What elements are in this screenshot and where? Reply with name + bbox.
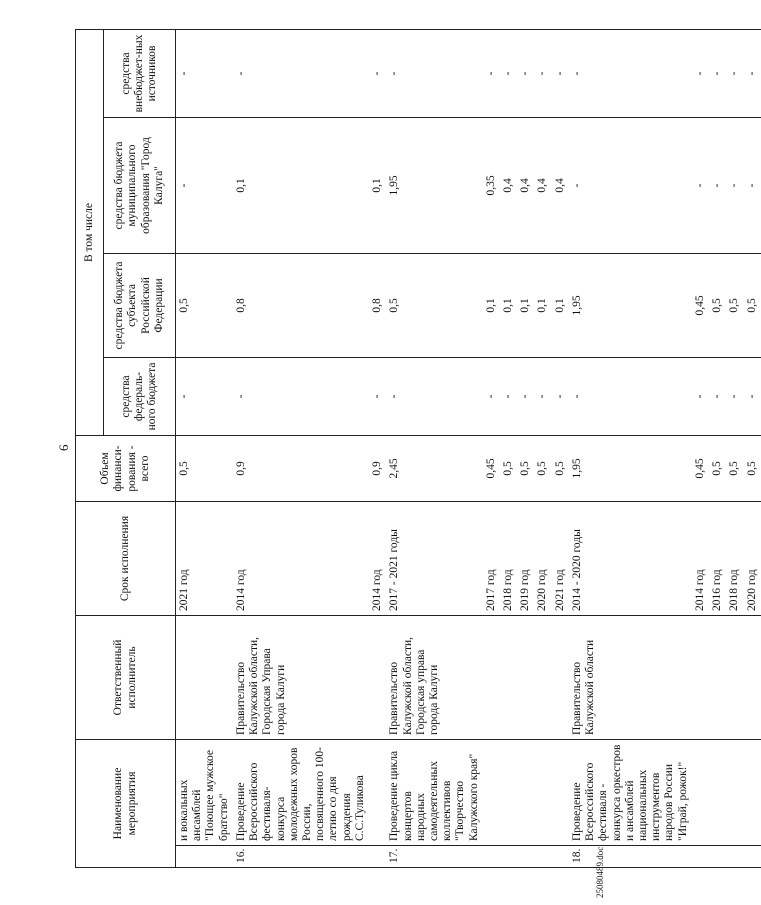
cell-term: 2020 год [534,501,551,615]
cell-federal: - [709,357,726,435]
cell-federal: - [483,357,500,435]
cell-federal: - [692,357,709,435]
table-row [176,29,233,867]
table-row [552,29,569,867]
cell-municipal: 0,4 [534,117,551,253]
cell-executor [500,615,517,739]
cell-extra: - [709,29,726,117]
cell-municipal: 0,4 [552,117,569,253]
cell-term: 2014 год [369,501,386,615]
table-row [500,29,517,867]
cell-extra: - [517,29,534,117]
cell-num [744,846,761,868]
cell-federal: - [534,357,551,435]
cell-num [534,846,551,868]
cell-num [176,846,233,868]
cell-municipal: 0,1 [233,117,369,253]
table-row [386,29,483,867]
cell-name: Проведение цикла концертов народных самодеятельных коллективов "Творчество Калужского края" [386,739,483,845]
cell-extra: - [692,29,709,117]
cell-term: 2014 - 2020 годы [569,501,692,615]
cell-name [500,739,517,845]
header-executor: Ответственный исполнитель [76,615,176,739]
cell-federal: - [726,357,743,435]
rotated-table-wrapper [75,30,758,868]
cell-volume: 0,5 [726,435,743,501]
cell-name [692,739,709,845]
cell-municipal: 0,4 [500,117,517,253]
cell-num [500,846,517,868]
cell-municipal: 1,95 [386,117,483,253]
cell-federal: - [569,357,692,435]
cell-term: 2014 год [233,501,369,615]
cell-regional: 0,5 [744,253,761,357]
cell-municipal: - [176,117,233,253]
table-row [692,29,709,867]
table-row [233,29,369,867]
cell-executor [552,615,569,739]
cell-term: 2018 год [500,501,517,615]
cell-federal: - [386,357,483,435]
cell-term: 2019 год [517,501,534,615]
table-row [483,29,500,867]
cell-volume: 0,45 [483,435,500,501]
cell-executor [744,615,761,739]
cell-municipal: - [726,117,743,253]
funding-table [75,29,761,868]
cell-executor: Правительство Калужской области, Городская управа города Калуги [386,615,483,739]
cell-executor [726,615,743,739]
table-row [709,29,726,867]
cell-extra: - [386,29,483,117]
cell-volume: 0,5 [744,435,761,501]
cell-regional: 0,5 [176,253,233,357]
cell-federal: - [552,357,569,435]
page-number: 6 [56,444,71,451]
cell-extra: - [534,29,551,117]
cell-extra: - [569,29,692,117]
cell-federal: - [176,357,233,435]
header-federal: средства федераль-ного бюджета [104,357,176,435]
cell-regional: 0,1 [500,253,517,357]
cell-executor: Правительство Калужской области [569,615,692,739]
cell-name [483,739,500,845]
cell-regional: 0,8 [369,253,386,357]
cell-term: 2017 год [483,501,500,615]
cell-extra: - [233,29,369,117]
cell-executor: Правительство Калужской области, Городская Управа города Калуги [233,615,369,739]
cell-name: Проведение Всероссийского фестиваля - конкурса оркестров и ансамблей национальных инструментов народов России "Играй, рожок!" [569,739,692,845]
cell-num [483,846,500,868]
cell-municipal: - [569,117,692,253]
cell-name: Проведение Всероссийского фестиваля-конкурса молодежных хоров России, посвященного 100-летию со дня рождения С.С.Туликова [233,739,369,845]
cell-volume: 0,5 [534,435,551,501]
cell-regional: 0,1 [534,253,551,357]
header-municipal: средства бюджета муниципального образования "Город Калуга" [104,117,176,253]
cell-term: 2020 год [744,501,761,615]
cell-regional: 0,5 [386,253,483,357]
cell-num [517,846,534,868]
cell-extra: - [483,29,500,117]
cell-municipal: 0,4 [517,117,534,253]
cell-extra: - [176,29,233,117]
cell-federal: - [744,357,761,435]
cell-num [709,846,726,868]
cell-name [726,739,743,845]
cell-volume: 0,5 [709,435,726,501]
cell-term: 2021 год [176,501,233,615]
cell-regional: 0,1 [483,253,500,357]
cell-regional: 0,5 [709,253,726,357]
cell-regional: 0,8 [233,253,369,357]
cell-name [709,739,726,845]
table-row [569,29,692,867]
cell-term: 2021 год [552,501,569,615]
cell-name: и вокальных ансамблей "Поющее мужское братство" [176,739,233,845]
cell-volume: 0,9 [233,435,369,501]
cell-num [692,846,709,868]
cell-term: 2014 год [692,501,709,615]
cell-term: 2018 год [726,501,743,615]
cell-num: 17. [386,846,483,868]
cell-executor [369,615,386,739]
cell-regional: 1,95 [569,253,692,357]
cell-name [369,739,386,845]
cell-name [534,739,551,845]
cell-term: 2017 - 2021 годы [386,501,483,615]
cell-volume: 2,45 [386,435,483,501]
cell-federal: - [500,357,517,435]
cell-federal: - [233,357,369,435]
header-volume: Объем финанси-рования - всего [76,435,176,501]
cell-extra: - [500,29,517,117]
cell-volume: 0,45 [692,435,709,501]
cell-executor [692,615,709,739]
cell-executor [534,615,551,739]
cell-extra: - [744,29,761,117]
table-body [176,29,761,867]
cell-regional: 0,1 [517,253,534,357]
cell-executor [517,615,534,739]
cell-extra: - [369,29,386,117]
cell-volume: 0,5 [552,435,569,501]
cell-municipal: - [692,117,709,253]
cell-volume: 0,5 [517,435,534,501]
cell-federal: - [517,357,534,435]
cell-extra: - [726,29,743,117]
cell-term: 2016 год [709,501,726,615]
cell-name [552,739,569,845]
cell-executor [483,615,500,739]
cell-regional: 0,5 [726,253,743,357]
table-row [744,29,761,867]
table-row [534,29,551,867]
cell-volume: 0,9 [369,435,386,501]
cell-num: 18. [569,846,692,868]
table-row [369,29,386,867]
cell-name [517,739,534,845]
cell-num [726,846,743,868]
cell-executor [176,615,233,739]
cell-extra: - [552,29,569,117]
cell-volume: 1,95 [569,435,692,501]
cell-executor [709,615,726,739]
header-term: Срок исполнения [76,501,176,615]
cell-federal: - [369,357,386,435]
cell-name [744,739,761,845]
cell-num: 16. [233,846,369,868]
document-filename: 25080489.doc [595,846,605,898]
header-name: Наименование мероприятия [76,739,176,867]
cell-volume: 0,5 [500,435,517,501]
cell-municipal: - [709,117,726,253]
table-row [517,29,534,867]
cell-num [369,846,386,868]
table-row [726,29,743,867]
cell-regional: 0,45 [692,253,709,357]
cell-municipal: - [744,117,761,253]
header-including: В том числе [76,29,104,435]
cell-volume: 0,5 [176,435,233,501]
cell-municipal: 0,35 [483,117,500,253]
cell-regional: 0,1 [552,253,569,357]
cell-municipal: 0,1 [369,117,386,253]
header-regional: средства бюджета субъекта Российской Федерации [104,253,176,357]
cell-num [552,846,569,868]
header-extra: средства внебюджет-ных источников [104,29,176,117]
